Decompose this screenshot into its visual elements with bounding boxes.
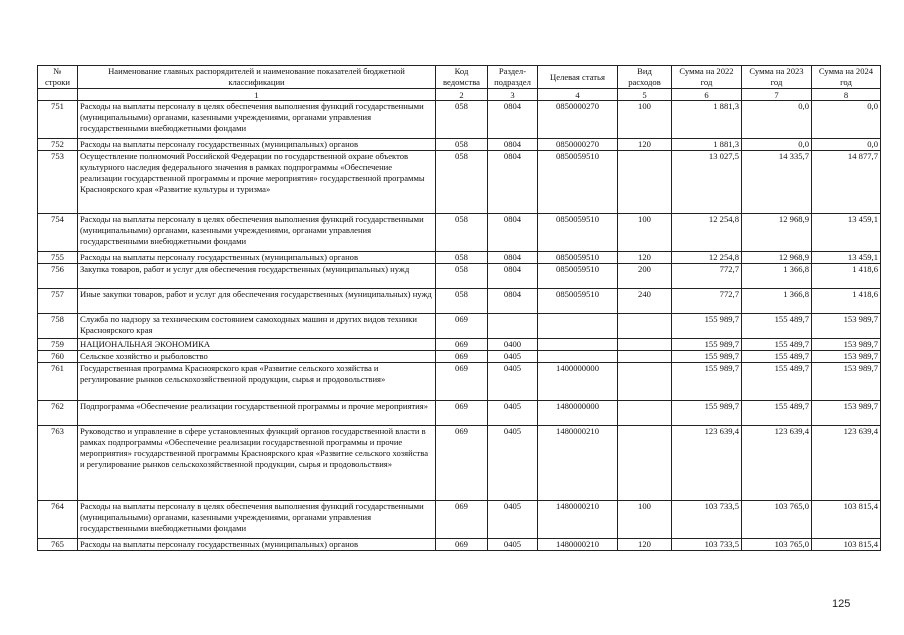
row-sum-2022: 103 733,5 bbox=[672, 501, 742, 539]
row-statia: 1480000210 bbox=[538, 426, 618, 501]
row-number: 757 bbox=[38, 289, 78, 314]
row-sum-2023: 0,0 bbox=[742, 101, 812, 139]
row-sum-2022: 155 989,7 bbox=[672, 314, 742, 339]
row-number: 753 bbox=[38, 151, 78, 214]
row-vedomstvo: 058 bbox=[436, 151, 488, 214]
row-vid: 240 bbox=[618, 289, 672, 314]
row-sum-2022: 772,7 bbox=[672, 264, 742, 289]
row-vid bbox=[618, 363, 672, 401]
row-vid bbox=[618, 401, 672, 426]
row-sum-2023: 103 765,0 bbox=[742, 539, 812, 551]
row-sum-2023: 12 968,9 bbox=[742, 214, 812, 252]
table-row bbox=[38, 426, 881, 501]
row-name: Расходы на выплаты персоналу государственных (муниципальных) органов bbox=[78, 539, 436, 551]
row-statia: 0850059510 bbox=[538, 289, 618, 314]
row-sum-2024: 0,0 bbox=[812, 139, 881, 151]
column-number: 6 bbox=[672, 89, 742, 101]
row-vid: 100 bbox=[618, 101, 672, 139]
column-number bbox=[38, 89, 78, 101]
row-statia bbox=[538, 339, 618, 351]
row-sum-2024: 14 877,7 bbox=[812, 151, 881, 214]
table-row bbox=[38, 214, 881, 252]
row-razdel: 0405 bbox=[488, 426, 538, 501]
row-name: Руководство и управление в сфере установленных функций органов государственной власти в рамках подпрограммы «Обеспечение реализации государственной программы и прочие мероприятия» государственной программы Красноярского края «Развитие сельского хозяйства и регулирование рынков сельскохозяйственной продукции, сырья и продовольствия» bbox=[78, 426, 436, 501]
row-sum-2024: 103 815,4 bbox=[812, 501, 881, 539]
row-statia: 1480000000 bbox=[538, 401, 618, 426]
row-sum-2022: 103 733,5 bbox=[672, 539, 742, 551]
row-vid: 200 bbox=[618, 264, 672, 289]
header-name: Наименование главных распорядителей и наименование показателей бюджетной классификации bbox=[78, 66, 436, 89]
row-name: Государственная программа Красноярского края «Развитие сельского хозяйства и регулирование рынков сельскохозяйственной продукции, сырья и продовольствия» bbox=[78, 363, 436, 401]
header-row-number: № строки bbox=[38, 66, 78, 89]
row-sum-2022: 13 027,5 bbox=[672, 151, 742, 214]
row-sum-2023: 155 489,7 bbox=[742, 351, 812, 363]
row-vedomstvo: 069 bbox=[436, 426, 488, 501]
row-number: 752 bbox=[38, 139, 78, 151]
row-sum-2023: 155 489,7 bbox=[742, 401, 812, 426]
row-vid: 100 bbox=[618, 501, 672, 539]
column-number: 7 bbox=[742, 89, 812, 101]
row-razdel: 0405 bbox=[488, 501, 538, 539]
row-sum-2024: 13 459,1 bbox=[812, 252, 881, 264]
row-name: Расходы на выплаты персоналу в целях обеспечения выполнения функций государственными (муниципальными) органами, казенными учреждениями, органами управления государственными внебюджетными фондами bbox=[78, 214, 436, 252]
row-vedomstvo: 058 bbox=[436, 214, 488, 252]
row-sum-2022: 772,7 bbox=[672, 289, 742, 314]
row-razdel: 0804 bbox=[488, 214, 538, 252]
table-row bbox=[38, 501, 881, 539]
row-statia: 0850059510 bbox=[538, 214, 618, 252]
row-sum-2024: 13 459,1 bbox=[812, 214, 881, 252]
row-sum-2022: 12 254,8 bbox=[672, 214, 742, 252]
table-row bbox=[38, 401, 881, 426]
row-name: Служба по надзору за техническим состоянием самоходных машин и других видов техники Красноярского края bbox=[78, 314, 436, 339]
row-vid: 100 bbox=[618, 214, 672, 252]
row-vedomstvo: 069 bbox=[436, 363, 488, 401]
row-vedomstvo: 058 bbox=[436, 264, 488, 289]
row-name: Расходы на выплаты персоналу в целях обеспечения выполнения функций государственными (муниципальными) органами, казенными учреждениями, органами управления государственными внебюджетными фондами bbox=[78, 101, 436, 139]
row-vid bbox=[618, 426, 672, 501]
row-sum-2024: 153 989,7 bbox=[812, 363, 881, 401]
row-number: 755 bbox=[38, 252, 78, 264]
row-vedomstvo: 058 bbox=[436, 252, 488, 264]
row-sum-2022: 123 639,4 bbox=[672, 426, 742, 501]
table-row bbox=[38, 314, 881, 339]
header-sum-2023: Сумма на 2023 год bbox=[742, 66, 812, 89]
column-number: 5 bbox=[618, 89, 672, 101]
row-sum-2022: 155 989,7 bbox=[672, 401, 742, 426]
row-vid: 120 bbox=[618, 139, 672, 151]
header-sum-2024: Сумма на 2024 год bbox=[812, 66, 881, 89]
row-vedomstvo: 058 bbox=[436, 289, 488, 314]
row-vedomstvo: 069 bbox=[436, 501, 488, 539]
row-vid: 120 bbox=[618, 539, 672, 551]
row-sum-2022: 155 989,7 bbox=[672, 351, 742, 363]
row-sum-2022: 155 989,7 bbox=[672, 339, 742, 351]
row-vedomstvo: 069 bbox=[436, 401, 488, 426]
row-number: 751 bbox=[38, 101, 78, 139]
row-sum-2023: 155 489,7 bbox=[742, 363, 812, 401]
row-name: Иные закупки товаров, работ и услуг для обеспечения государственных (муниципальных) нужд bbox=[78, 289, 436, 314]
row-sum-2023: 0,0 bbox=[742, 139, 812, 151]
row-razdel: 0804 bbox=[488, 289, 538, 314]
row-name: НАЦИОНАЛЬНАЯ ЭКОНОМИКА bbox=[78, 339, 436, 351]
table-row bbox=[38, 101, 881, 139]
table-row bbox=[38, 539, 881, 551]
row-vedomstvo: 058 bbox=[436, 139, 488, 151]
row-statia: 0850059510 bbox=[538, 264, 618, 289]
row-statia: 1480000210 bbox=[538, 501, 618, 539]
header-sum-2022: Сумма на 2022 год bbox=[672, 66, 742, 89]
row-vid: 120 bbox=[618, 252, 672, 264]
row-name: Сельское хозяйство и рыболовство bbox=[78, 351, 436, 363]
row-name: Подпрограмма «Обеспечение реализации государственной программы и прочие мероприятия» bbox=[78, 401, 436, 426]
header-razdel: Раздел-подраздел bbox=[488, 66, 538, 89]
column-number: 4 bbox=[538, 89, 618, 101]
row-sum-2024: 1 418,6 bbox=[812, 289, 881, 314]
row-vid bbox=[618, 151, 672, 214]
table-row bbox=[38, 151, 881, 214]
column-number: 8 bbox=[812, 89, 881, 101]
row-vedomstvo: 058 bbox=[436, 101, 488, 139]
budget-table bbox=[37, 65, 881, 551]
row-sum-2023: 1 366,8 bbox=[742, 264, 812, 289]
row-statia: 0850000270 bbox=[538, 139, 618, 151]
row-razdel: 0405 bbox=[488, 401, 538, 426]
row-statia bbox=[538, 351, 618, 363]
table-row bbox=[38, 339, 881, 351]
row-statia bbox=[538, 314, 618, 339]
row-vid bbox=[618, 351, 672, 363]
row-razdel bbox=[488, 314, 538, 339]
row-number: 765 bbox=[38, 539, 78, 551]
table-row bbox=[38, 289, 881, 314]
row-sum-2023: 155 489,7 bbox=[742, 314, 812, 339]
row-sum-2023: 12 968,9 bbox=[742, 252, 812, 264]
row-statia: 0850059510 bbox=[538, 252, 618, 264]
header-vid: Вид расходов bbox=[618, 66, 672, 89]
row-number: 763 bbox=[38, 426, 78, 501]
row-razdel: 0804 bbox=[488, 139, 538, 151]
row-number: 762 bbox=[38, 401, 78, 426]
row-name: Расходы на выплаты персоналу в целях обеспечения выполнения функций государственными (муниципальными) органами, казенными учреждениями, органами управления государственными внебюджетными фондами bbox=[78, 501, 436, 539]
row-sum-2022: 155 989,7 bbox=[672, 363, 742, 401]
table-body bbox=[38, 101, 881, 551]
table-row bbox=[38, 252, 881, 264]
row-razdel: 0405 bbox=[488, 363, 538, 401]
row-sum-2024: 123 639,4 bbox=[812, 426, 881, 501]
row-razdel: 0804 bbox=[488, 151, 538, 214]
row-sum-2023: 1 366,8 bbox=[742, 289, 812, 314]
row-sum-2024: 153 989,7 bbox=[812, 351, 881, 363]
table-row bbox=[38, 363, 881, 401]
row-statia: 1480000210 bbox=[538, 539, 618, 551]
row-sum-2024: 153 989,7 bbox=[812, 339, 881, 351]
row-name: Расходы на выплаты персоналу государственных (муниципальных) органов bbox=[78, 252, 436, 264]
row-sum-2024: 153 989,7 bbox=[812, 401, 881, 426]
row-number: 761 bbox=[38, 363, 78, 401]
row-name: Расходы на выплаты персоналу государственных (муниципальных) органов bbox=[78, 139, 436, 151]
row-sum-2024: 1 418,6 bbox=[812, 264, 881, 289]
header-vedomstvo: Код ведомства bbox=[436, 66, 488, 89]
row-razdel: 0405 bbox=[488, 351, 538, 363]
row-razdel: 0804 bbox=[488, 264, 538, 289]
row-number: 764 bbox=[38, 501, 78, 539]
table-row bbox=[38, 139, 881, 151]
row-number: 756 bbox=[38, 264, 78, 289]
row-vedomstvo: 069 bbox=[436, 314, 488, 339]
row-vid bbox=[618, 314, 672, 339]
table-header-row bbox=[38, 66, 881, 89]
row-sum-2024: 0,0 bbox=[812, 101, 881, 139]
row-number: 758 bbox=[38, 314, 78, 339]
row-statia: 0850059510 bbox=[538, 151, 618, 214]
row-sum-2023: 155 489,7 bbox=[742, 339, 812, 351]
row-statia: 1400000000 bbox=[538, 363, 618, 401]
row-sum-2024: 103 815,4 bbox=[812, 539, 881, 551]
row-name: Осуществление полномочий Российской Федерации по государственной охране объектов культурного наследия федерального значения в рамках подпрограммы «Обеспечение реализации государственной программы и прочие мероприятия» государственной программы Красноярского края «Развитие культуры и туризма» bbox=[78, 151, 436, 214]
row-statia: 0850000270 bbox=[538, 101, 618, 139]
row-number: 754 bbox=[38, 214, 78, 252]
header-statia: Целевая статья bbox=[538, 66, 618, 89]
column-number: 3 bbox=[488, 89, 538, 101]
row-sum-2023: 103 765,0 bbox=[742, 501, 812, 539]
table-row bbox=[38, 351, 881, 363]
column-number: 1 bbox=[78, 89, 436, 101]
row-vid bbox=[618, 339, 672, 351]
row-vedomstvo: 069 bbox=[436, 539, 488, 551]
row-sum-2022: 1 881,3 bbox=[672, 139, 742, 151]
page-number: 125 bbox=[832, 598, 851, 610]
row-name: Закупка товаров, работ и услуг для обеспечения государственных (муниципальных) нужд bbox=[78, 264, 436, 289]
row-razdel: 0405 bbox=[488, 539, 538, 551]
row-vedomstvo: 069 bbox=[436, 351, 488, 363]
row-vedomstvo: 069 bbox=[436, 339, 488, 351]
row-razdel: 0804 bbox=[488, 101, 538, 139]
row-sum-2023: 123 639,4 bbox=[742, 426, 812, 501]
row-razdel: 0400 bbox=[488, 339, 538, 351]
column-number: 2 bbox=[436, 89, 488, 101]
row-sum-2024: 153 989,7 bbox=[812, 314, 881, 339]
row-sum-2022: 12 254,8 bbox=[672, 252, 742, 264]
table-row bbox=[38, 264, 881, 289]
row-number: 759 bbox=[38, 339, 78, 351]
row-sum-2023: 14 335,7 bbox=[742, 151, 812, 214]
row-number: 760 bbox=[38, 351, 78, 363]
row-sum-2022: 1 881,3 bbox=[672, 101, 742, 139]
row-razdel: 0804 bbox=[488, 252, 538, 264]
column-number-row bbox=[38, 89, 881, 101]
